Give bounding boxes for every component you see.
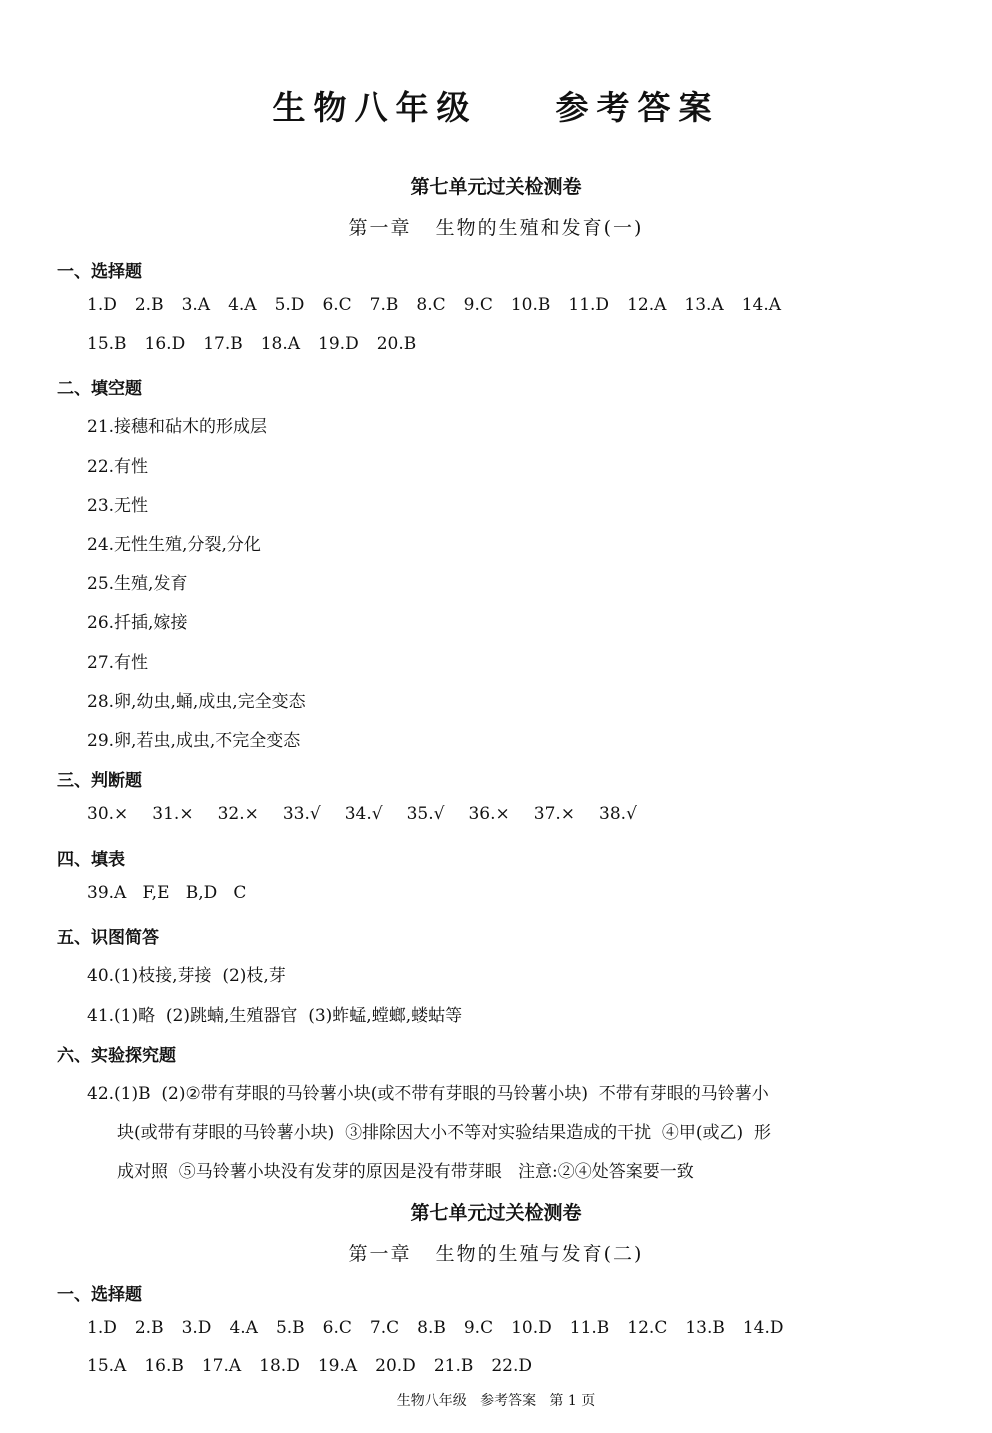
- answer-item: 17.A: [201, 1356, 242, 1376]
- page-footer: 生物八年级 参考答案 第 1 页: [396, 1393, 596, 1409]
- answer-item: 18.A: [260, 334, 301, 354]
- answer-item: 17.B: [203, 334, 243, 354]
- answer-item: 21.B: [433, 1356, 474, 1376]
- section-heading: 六、实验探究题: [57, 1046, 176, 1066]
- fill-answer: 24.无性生殖,分裂,分化: [87, 535, 261, 555]
- section-heading: 四、填表: [57, 850, 125, 870]
- page-title: 生物八年级 参考答案: [272, 88, 720, 127]
- answer-item: 13.B: [685, 1318, 725, 1338]
- answer-item: 5.D: [274, 295, 305, 315]
- answer-item: 1.D: [87, 1318, 117, 1338]
- figure-answer: 40.(1)枝接,芽接 (2)枝,芽: [87, 966, 286, 986]
- unit-heading: 第七单元过关检测卷: [410, 176, 582, 198]
- answer-item: 14.A: [741, 295, 781, 315]
- choice-answers-row: [87, 1356, 532, 1376]
- answer-item: 11.B: [569, 1318, 610, 1338]
- choice-answers-row: [87, 1318, 784, 1338]
- answer-item: 2.B: [134, 295, 164, 315]
- answer-item: 7.C: [369, 1318, 400, 1338]
- chapter-heading: 第一章 生物的生殖与发育(二): [348, 1243, 644, 1265]
- answer-item: 37.×: [533, 804, 576, 824]
- answer-item: 20.B: [376, 334, 417, 354]
- answer-item: 8.C: [416, 295, 446, 315]
- answer-item: 33.√: [282, 804, 321, 824]
- section-heading: 五、识图简答: [57, 928, 159, 948]
- answer-item: 13.A: [684, 295, 724, 315]
- answer-item: 9.C: [463, 1318, 494, 1338]
- answer-item: 18.D: [259, 1356, 300, 1376]
- answer-item: 34.√: [344, 804, 383, 824]
- answer-item: 11.D: [568, 295, 610, 315]
- answer-item: 10.B: [510, 295, 551, 315]
- answer-item: 19.D: [318, 334, 359, 354]
- answer-item: 16.D: [144, 334, 186, 354]
- answer-item: 5.B: [275, 1318, 305, 1338]
- answer-item: 3.A: [181, 295, 211, 315]
- answer-item: 35.√: [406, 804, 445, 824]
- fill-answer: 27.有性: [87, 653, 149, 673]
- section-heading: 二、填空题: [57, 379, 142, 399]
- fill-answer: 21.接穗和砧木的形成层: [87, 417, 268, 437]
- answer-item: 31.×: [152, 804, 194, 824]
- answer-item: 19.A: [317, 1356, 358, 1376]
- answer-item: 15.B: [87, 334, 127, 354]
- answer-item: 14.D: [742, 1318, 784, 1338]
- answer-item: 3.D: [181, 1318, 212, 1338]
- answer-item: 6.C: [322, 295, 352, 315]
- answer-item: 4.A: [229, 1318, 258, 1338]
- answer-item: 1.D: [87, 295, 117, 315]
- section-heading: 一、选择题: [57, 262, 142, 282]
- section-heading: 三、判断题: [57, 771, 142, 791]
- unit-heading: 第七单元过关检测卷: [410, 1202, 582, 1224]
- answer-item: 15.A: [87, 1356, 127, 1376]
- section-heading: 一、选择题: [57, 1285, 142, 1305]
- answer-item: 12.A: [627, 295, 667, 315]
- answer-item: 38.√: [599, 804, 637, 824]
- answer-item: 2.B: [134, 1318, 164, 1338]
- fill-answer: 29.卵,若虫,成虫,不完全变态: [87, 731, 301, 751]
- answer-item: 10.D: [511, 1318, 552, 1338]
- answer-item: 8.B: [417, 1318, 446, 1338]
- fill-answer: 25.生殖,发育: [87, 574, 188, 594]
- answer-item: 22.D: [491, 1356, 533, 1376]
- chapter-heading: 第一章 生物的生殖和发育(一): [348, 217, 644, 239]
- fill-answer: 23.无性: [87, 496, 149, 516]
- answer-item: 16.B: [144, 1356, 184, 1376]
- answer-item: 36.×: [468, 804, 510, 824]
- answer-item: 20.D: [375, 1356, 416, 1376]
- answer-item: 32.×: [217, 804, 259, 824]
- answer-item: 4.A: [228, 295, 257, 315]
- choice-answers-row: [87, 295, 781, 315]
- choice-answers-row: [87, 334, 416, 354]
- fill-answer: 22.有性: [87, 457, 149, 477]
- answer-item: 7.B: [369, 295, 399, 315]
- answer-item: 9.C: [463, 295, 493, 315]
- fill-answer: 28.卵,幼虫,蛹,成虫,完全变态: [87, 692, 306, 712]
- experiment-answer-line: 成对照 ⑤马铃薯小块没有发芽的原因是没有带芽眼 注意:②④处答案要一致: [117, 1162, 694, 1182]
- experiment-answer-line: 42.(1)B (2)②带有芽眼的马铃薯小块(或不带有芽眼的马铃薯小块) 不带有芽眼的马铃薯小: [87, 1084, 769, 1104]
- figure-answer: 41.(1)略 (2)跳蝻,生殖器官 (3)蚱蜢,螳螂,蝼蛄等: [87, 1006, 463, 1026]
- answer-item: 6.C: [322, 1318, 352, 1338]
- fill-answer: 26.扦插,嫁接: [87, 613, 188, 633]
- judge-answers-row: [87, 804, 637, 824]
- experiment-answer-line: 块(或带有芽眼的马铃薯小块) ③排除因大小不等对实验结果造成的干扰 ④甲(或乙) 形: [117, 1123, 771, 1143]
- table-answer: 39.A F,E B,D C: [87, 883, 247, 903]
- answer-item: 12.C: [627, 1318, 668, 1338]
- answer-item: 30.×: [87, 804, 129, 824]
